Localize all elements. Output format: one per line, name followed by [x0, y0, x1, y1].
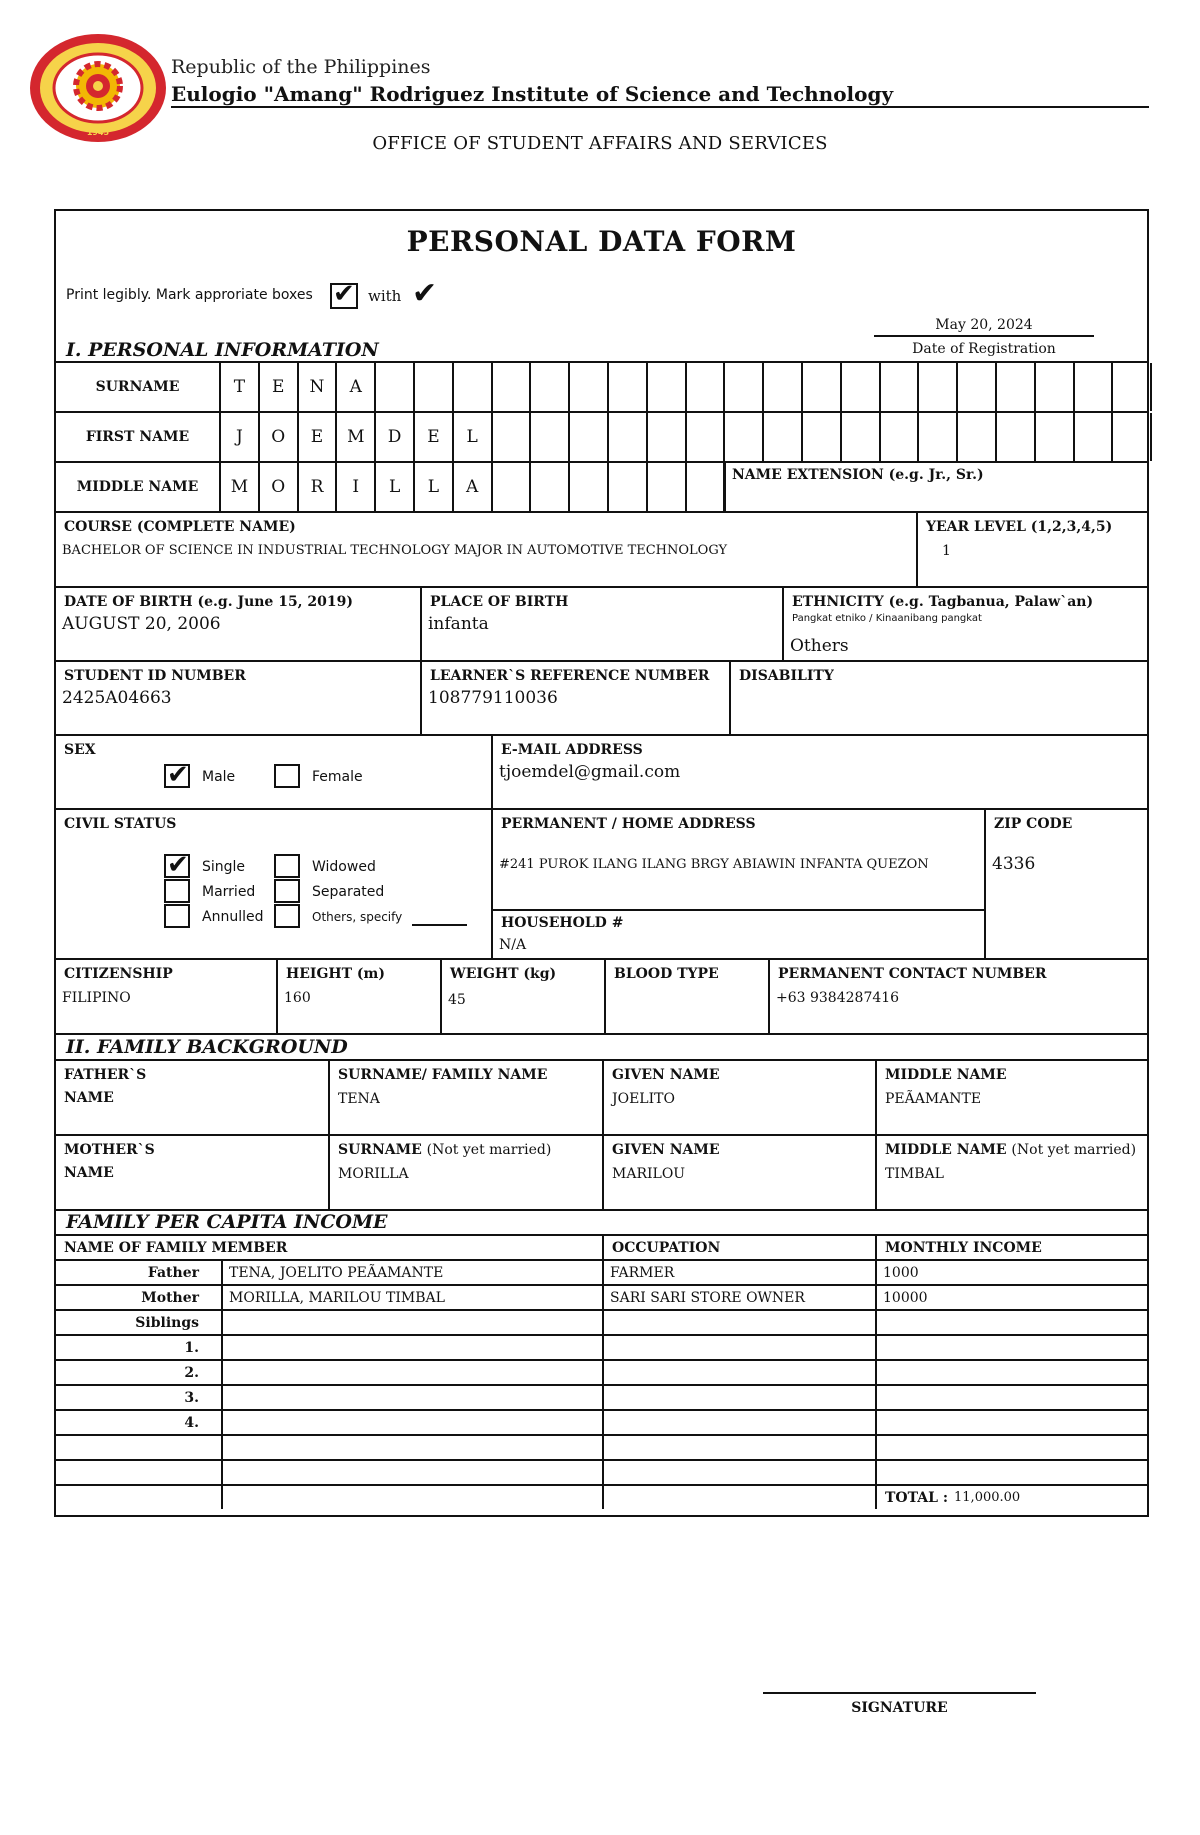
civil-separated-label: Separated [312, 884, 385, 900]
member-income[interactable] [875, 1436, 1147, 1459]
sex-field [56, 734, 491, 808]
total-value[interactable]: 11,000.00 [954, 1490, 1021, 1505]
member-label [56, 1436, 221, 1459]
total-row-occ-cell [602, 1486, 875, 1509]
letter-box[interactable] [376, 363, 415, 411]
ethnicity-sub: Pangkat etniko / Kinaanibang pangkat [792, 613, 982, 624]
zip-code-field[interactable] [984, 808, 1147, 958]
letter-box[interactable] [493, 363, 532, 411]
mother-surname-value: MORILLA [338, 1166, 409, 1182]
email-label: E-MAIL ADDRESS [501, 742, 643, 758]
letter-box[interactable] [648, 463, 687, 511]
weight-field[interactable] [440, 958, 604, 1033]
letter-box[interactable] [493, 413, 532, 461]
blood-type-field[interactable] [604, 958, 768, 1033]
weight-value: 45 [448, 992, 466, 1008]
member-income[interactable]: 10000 [875, 1286, 1147, 1309]
letter-box[interactable] [958, 363, 997, 411]
father-given-field[interactable] [602, 1059, 875, 1134]
member-occupation[interactable] [602, 1461, 875, 1484]
income-col-monthly: MONTHLY INCOME [875, 1236, 1147, 1259]
civil-married-checkbox[interactable] [164, 879, 190, 903]
letter-box[interactable]: M [221, 463, 260, 511]
father-middle-field[interactable] [875, 1059, 1147, 1134]
check-icon: ✔ [333, 279, 355, 309]
income-title-bar [56, 1209, 1147, 1234]
section-family-background: II. FAMILY BACKGROUND [66, 1036, 348, 1058]
household-label: HOUSEHOLD # [501, 915, 624, 931]
letter-box[interactable] [493, 463, 532, 511]
mother-surname-label-text: SURNAME [338, 1142, 422, 1158]
letter-box[interactable] [609, 463, 648, 511]
sex-label: SEX [64, 742, 96, 758]
mother-middle-field[interactable] [875, 1134, 1147, 1209]
letter-box[interactable] [687, 463, 726, 511]
header-divider [171, 106, 1149, 108]
member-income[interactable] [875, 1461, 1147, 1484]
zip-code-value: 4336 [992, 854, 1036, 874]
instruction-text: Print legibly. Mark approriate boxes [66, 287, 313, 303]
document-header [0, 0, 1200, 200]
table-row [56, 1409, 1147, 1434]
mother-label-1: MOTHER`S [64, 1142, 155, 1158]
mother-label-cell [56, 1134, 328, 1209]
letter-box[interactable] [1075, 413, 1114, 461]
income-total-row [56, 1484, 1147, 1509]
height-value: 160 [284, 990, 311, 1006]
letter-box[interactable] [958, 413, 997, 461]
letter-box[interactable] [1036, 413, 1075, 461]
income-header-row [56, 1234, 1147, 1259]
letter-box[interactable]: N [299, 363, 338, 411]
mother-middle-value: TIMBAL [885, 1166, 944, 1182]
father-middle-label: MIDDLE NAME [885, 1067, 1007, 1083]
email-value: tjoemdel@gmail.com [499, 762, 681, 782]
student-id-field[interactable] [56, 660, 420, 734]
civil-annulled-label: Annulled [202, 909, 264, 925]
blood-type-label: BLOOD TYPE [614, 966, 719, 982]
income-col-occupation: OCCUPATION [602, 1236, 875, 1259]
member-occupation[interactable]: FARMER [602, 1261, 875, 1284]
year-level-label: YEAR LEVEL (1,2,3,4,5) [926, 519, 1113, 535]
table-row [56, 1384, 1147, 1409]
member-occupation[interactable] [602, 1411, 875, 1434]
ethnicity-value: Others [790, 636, 849, 656]
firstname-label: FIRST NAME [56, 413, 221, 461]
zip-code-label: ZIP CODE [994, 816, 1073, 832]
lrn-label: LEARNER`S REFERENCE NUMBER [430, 668, 710, 684]
letter-box[interactable]: E [415, 413, 454, 461]
table-row [56, 1434, 1147, 1459]
dob-label: DATE OF BIRTH (e.g. June 15, 2019) [64, 594, 354, 610]
member-label: Mother [141, 1289, 199, 1306]
letter-box[interactable] [919, 363, 958, 411]
letter-box[interactable]: A [454, 463, 493, 511]
civil-separated-checkbox[interactable] [274, 879, 300, 903]
letter-box[interactable] [531, 363, 570, 411]
table-row [56, 1359, 1147, 1384]
place-of-birth-field[interactable] [420, 586, 782, 660]
letter-box[interactable] [1075, 363, 1114, 411]
member-income[interactable] [875, 1336, 1147, 1359]
pob-label: PLACE OF BIRTH [430, 594, 569, 610]
member-occupation[interactable] [602, 1436, 875, 1459]
total-label: TOTAL : [885, 1489, 949, 1506]
member-occupation[interactable]: SARI SARI STORE OWNER [602, 1286, 875, 1309]
member-name[interactable] [221, 1436, 602, 1459]
letter-box[interactable] [997, 363, 1036, 411]
father-given-label: GIVEN NAME [612, 1067, 720, 1083]
office-name: OFFICE OF STUDENT AFFAIRS AND SERVICES [372, 133, 828, 154]
surname-row [56, 363, 1147, 413]
member-label [56, 1461, 221, 1484]
civil-single-label: Single [202, 859, 246, 875]
letter-box[interactable] [803, 363, 842, 411]
course-field[interactable] [56, 513, 916, 586]
member-label: Father [147, 1264, 199, 1281]
household-field[interactable] [491, 909, 984, 958]
mother-middle-label [885, 1142, 1136, 1158]
total-cell [875, 1486, 1147, 1509]
member-name[interactable] [221, 1411, 602, 1434]
letter-box[interactable] [1113, 363, 1152, 411]
father-surname-field[interactable] [328, 1059, 602, 1134]
letter-box[interactable]: D [376, 413, 415, 461]
letter-box[interactable] [415, 363, 454, 411]
mother-given-field[interactable] [602, 1134, 875, 1209]
table-row [56, 1259, 1147, 1284]
name-extension-field[interactable] [724, 461, 1147, 511]
mother-middle-label-text: MIDDLE NAME [885, 1142, 1007, 1158]
mother-surname-field[interactable] [328, 1134, 602, 1209]
letter-box[interactable] [648, 413, 687, 461]
letter-box[interactable] [842, 363, 881, 411]
sex-male-checkbox[interactable] [164, 764, 190, 788]
mother-label-2: NAME [64, 1165, 114, 1181]
member-occupation[interactable] [602, 1336, 875, 1359]
member-name[interactable] [221, 1386, 602, 1409]
mother-middle-suffix: (Not yet married) [1011, 1142, 1137, 1158]
member-name[interactable] [221, 1361, 602, 1384]
home-address-value: #241 PUROK ILANG ILANG BRGY ABIAWIN INFANTA QUEZON [499, 857, 929, 872]
letter-box[interactable]: T [221, 363, 260, 411]
letter-box[interactable]: R [299, 463, 338, 511]
logo-year: 1945 [86, 128, 110, 137]
civil-widowed-checkbox[interactable] [274, 854, 300, 878]
registration-date[interactable]: May 20, 2024 [935, 317, 1033, 333]
letter-box[interactable] [1113, 413, 1152, 461]
father-given-value: JOELITO [612, 1091, 675, 1107]
civil-others-checkbox[interactable] [274, 904, 300, 928]
contact-number-field[interactable] [768, 958, 1147, 1033]
letter-box[interactable]: E [299, 413, 338, 461]
father-middle-value: PEÃAMANTE [885, 1091, 982, 1107]
letter-box[interactable] [648, 363, 687, 411]
letter-box[interactable]: E [260, 363, 299, 411]
home-address-label: PERMANENT / HOME ADDRESS [501, 816, 756, 832]
letter-box[interactable] [919, 413, 958, 461]
member-label: 2. [184, 1364, 199, 1381]
weight-label: WEIGHT (kg) [450, 966, 557, 982]
section-family-background-bar [56, 1033, 1147, 1059]
member-occupation[interactable] [602, 1361, 875, 1384]
member-name[interactable] [221, 1461, 602, 1484]
name-extension-label: NAME EXTENSION (e.g. Jr., Sr.) [732, 467, 984, 483]
income-title: FAMILY PER CAPITA INCOME [66, 1211, 388, 1233]
income-table [56, 1234, 1147, 1509]
member-income[interactable] [875, 1311, 1147, 1334]
sex-female-checkbox[interactable] [274, 764, 300, 788]
letter-box[interactable]: M [337, 413, 376, 461]
letter-box[interactable] [725, 413, 764, 461]
mother-given-label: GIVEN NAME [612, 1142, 720, 1158]
civil-others-label: Others, specify [312, 910, 403, 924]
member-income[interactable] [875, 1361, 1147, 1384]
income-rows [56, 1259, 1147, 1484]
table-row [56, 1309, 1147, 1334]
ethnicity-label: ETHNICITY (e.g. Tagbanua, Palaw`an) [792, 594, 1094, 610]
letter-box[interactable]: O [260, 413, 299, 461]
letter-box[interactable]: L [454, 413, 493, 461]
letter-box[interactable] [531, 463, 570, 511]
instruction-checkbox-example [330, 279, 358, 309]
member-occupation[interactable] [602, 1311, 875, 1334]
letter-box[interactable] [570, 413, 609, 461]
check-mark-icon: ✔ [412, 276, 438, 311]
section-personal-information: I. PERSONAL INFORMATION [66, 339, 379, 361]
signature-line[interactable] [763, 1692, 1036, 1694]
home-address-field[interactable] [491, 808, 984, 909]
letter-box[interactable] [454, 363, 493, 411]
table-row [56, 1284, 1147, 1309]
sex-female-label: Female [312, 769, 363, 785]
member-name[interactable]: TENA, JOELITO PEÃAMANTE [221, 1261, 602, 1284]
mother-surname-label [338, 1142, 551, 1158]
signature-label: SIGNATURE [851, 1700, 948, 1716]
contact-number-label: PERMANENT CONTACT NUMBER [778, 966, 1047, 982]
letter-box[interactable] [997, 413, 1036, 461]
student-id-label: STUDENT ID NUMBER [64, 668, 246, 684]
letter-box[interactable] [803, 413, 842, 461]
institution-name: Eulogio "Amang" Rodriguez Institute of Science and Technology [171, 82, 894, 106]
member-name[interactable] [221, 1336, 602, 1359]
student-id-value: 2425A04663 [62, 688, 172, 708]
table-row [56, 1334, 1147, 1359]
member-occupation[interactable] [602, 1386, 875, 1409]
civil-status-label: CIVIL STATUS [64, 816, 177, 832]
letter-box[interactable] [1036, 363, 1075, 411]
letter-box[interactable]: J [221, 413, 260, 461]
height-field[interactable] [276, 958, 440, 1033]
mother-surname-suffix: (Not yet married) [426, 1142, 552, 1158]
father-label-2: NAME [64, 1090, 114, 1106]
member-label: 3. [184, 1389, 199, 1406]
civil-status-field [56, 808, 491, 958]
personal-data-form [54, 209, 1149, 1517]
letter-box[interactable] [609, 363, 648, 411]
letter-box[interactable] [764, 413, 803, 461]
letter-box[interactable]: L [376, 463, 415, 511]
ethnicity-field[interactable] [782, 586, 1147, 660]
civil-annulled-checkbox[interactable] [164, 904, 190, 928]
registration-date-label: Date of Registration [912, 341, 1056, 357]
table-row [56, 1459, 1147, 1484]
letter-box[interactable] [842, 413, 881, 461]
total-row-label-cell [56, 1486, 221, 1509]
household-value: N/A [499, 937, 527, 953]
member-label: 4. [184, 1414, 199, 1431]
letter-box[interactable] [531, 413, 570, 461]
member-name[interactable] [221, 1311, 602, 1334]
father-label-cell [56, 1059, 328, 1134]
letter-box[interactable] [687, 363, 726, 411]
year-level-field[interactable] [916, 513, 1147, 586]
letter-box[interactable] [570, 363, 609, 411]
year-level-value: 1 [942, 543, 951, 559]
member-income[interactable] [875, 1411, 1147, 1434]
member-name[interactable]: MORILLA, MARILOU TIMBAL [221, 1286, 602, 1309]
height-label: HEIGHT (m) [286, 966, 385, 982]
lrn-value: 108779110036 [428, 688, 558, 708]
course-value: BACHELOR OF SCIENCE IN INDUSTRIAL TECHNOLOGY MAJOR IN AUTOMOTIVE TECHNOLOGY [62, 543, 728, 558]
father-surname-value: TENA [338, 1091, 380, 1107]
dob-value: AUGUST 20, 2006 [62, 614, 221, 634]
date-of-birth-field[interactable] [56, 586, 420, 660]
letter-box[interactable] [881, 413, 920, 461]
registration-date-line [874, 335, 1094, 337]
letter-box[interactable] [764, 363, 803, 411]
income-col-name: NAME OF FAMILY MEMBER [64, 1239, 288, 1256]
institution-seal-logo [27, 32, 169, 144]
course-label: COURSE (COMPLETE NAME) [64, 519, 296, 535]
disability-label: DISABILITY [739, 668, 834, 684]
letter-box[interactable] [881, 363, 920, 411]
civil-others-specify-line[interactable] [412, 924, 467, 926]
surname-label: SURNAME [56, 363, 221, 411]
member-label: 1. [184, 1339, 199, 1356]
letter-box[interactable] [725, 363, 764, 411]
citizenship-label: CITIZENSHIP [64, 966, 173, 982]
letter-box[interactable] [570, 463, 609, 511]
email-field[interactable] [491, 734, 1147, 808]
pob-value: infanta [428, 614, 489, 634]
total-row-name-cell [221, 1486, 602, 1509]
letter-box[interactable]: A [337, 363, 376, 411]
lrn-field[interactable] [420, 660, 729, 734]
citizenship-value: FILIPINO [62, 990, 131, 1006]
letter-box[interactable]: I [337, 463, 376, 511]
civil-widowed-label: Widowed [312, 859, 376, 875]
member-income[interactable] [875, 1386, 1147, 1409]
republic-text: Republic of the Philippines [171, 56, 431, 78]
disability-field[interactable] [729, 660, 1147, 734]
middlename-label: MIDDLE NAME [56, 463, 221, 511]
member-income[interactable]: 1000 [875, 1261, 1147, 1284]
form-title: PERSONAL DATA FORM [406, 225, 797, 258]
instruction-with: with [368, 287, 402, 305]
father-surname-label: SURNAME/ FAMILY NAME [338, 1067, 548, 1083]
father-label-1: FATHER`S [64, 1067, 147, 1083]
civil-single-checkbox[interactable] [164, 854, 190, 878]
sex-male-label: Male [202, 769, 236, 785]
contact-number-value: +63 9384287416 [776, 990, 900, 1006]
letter-box[interactable]: O [260, 463, 299, 511]
letter-box[interactable] [609, 413, 648, 461]
civil-married-label: Married [202, 884, 256, 900]
letter-box[interactable]: L [415, 463, 454, 511]
citizenship-field[interactable] [56, 958, 276, 1033]
mother-given-value: MARILOU [612, 1166, 686, 1182]
firstname-row [56, 413, 1147, 463]
letter-box[interactable] [687, 413, 726, 461]
member-label: Siblings [135, 1314, 199, 1331]
